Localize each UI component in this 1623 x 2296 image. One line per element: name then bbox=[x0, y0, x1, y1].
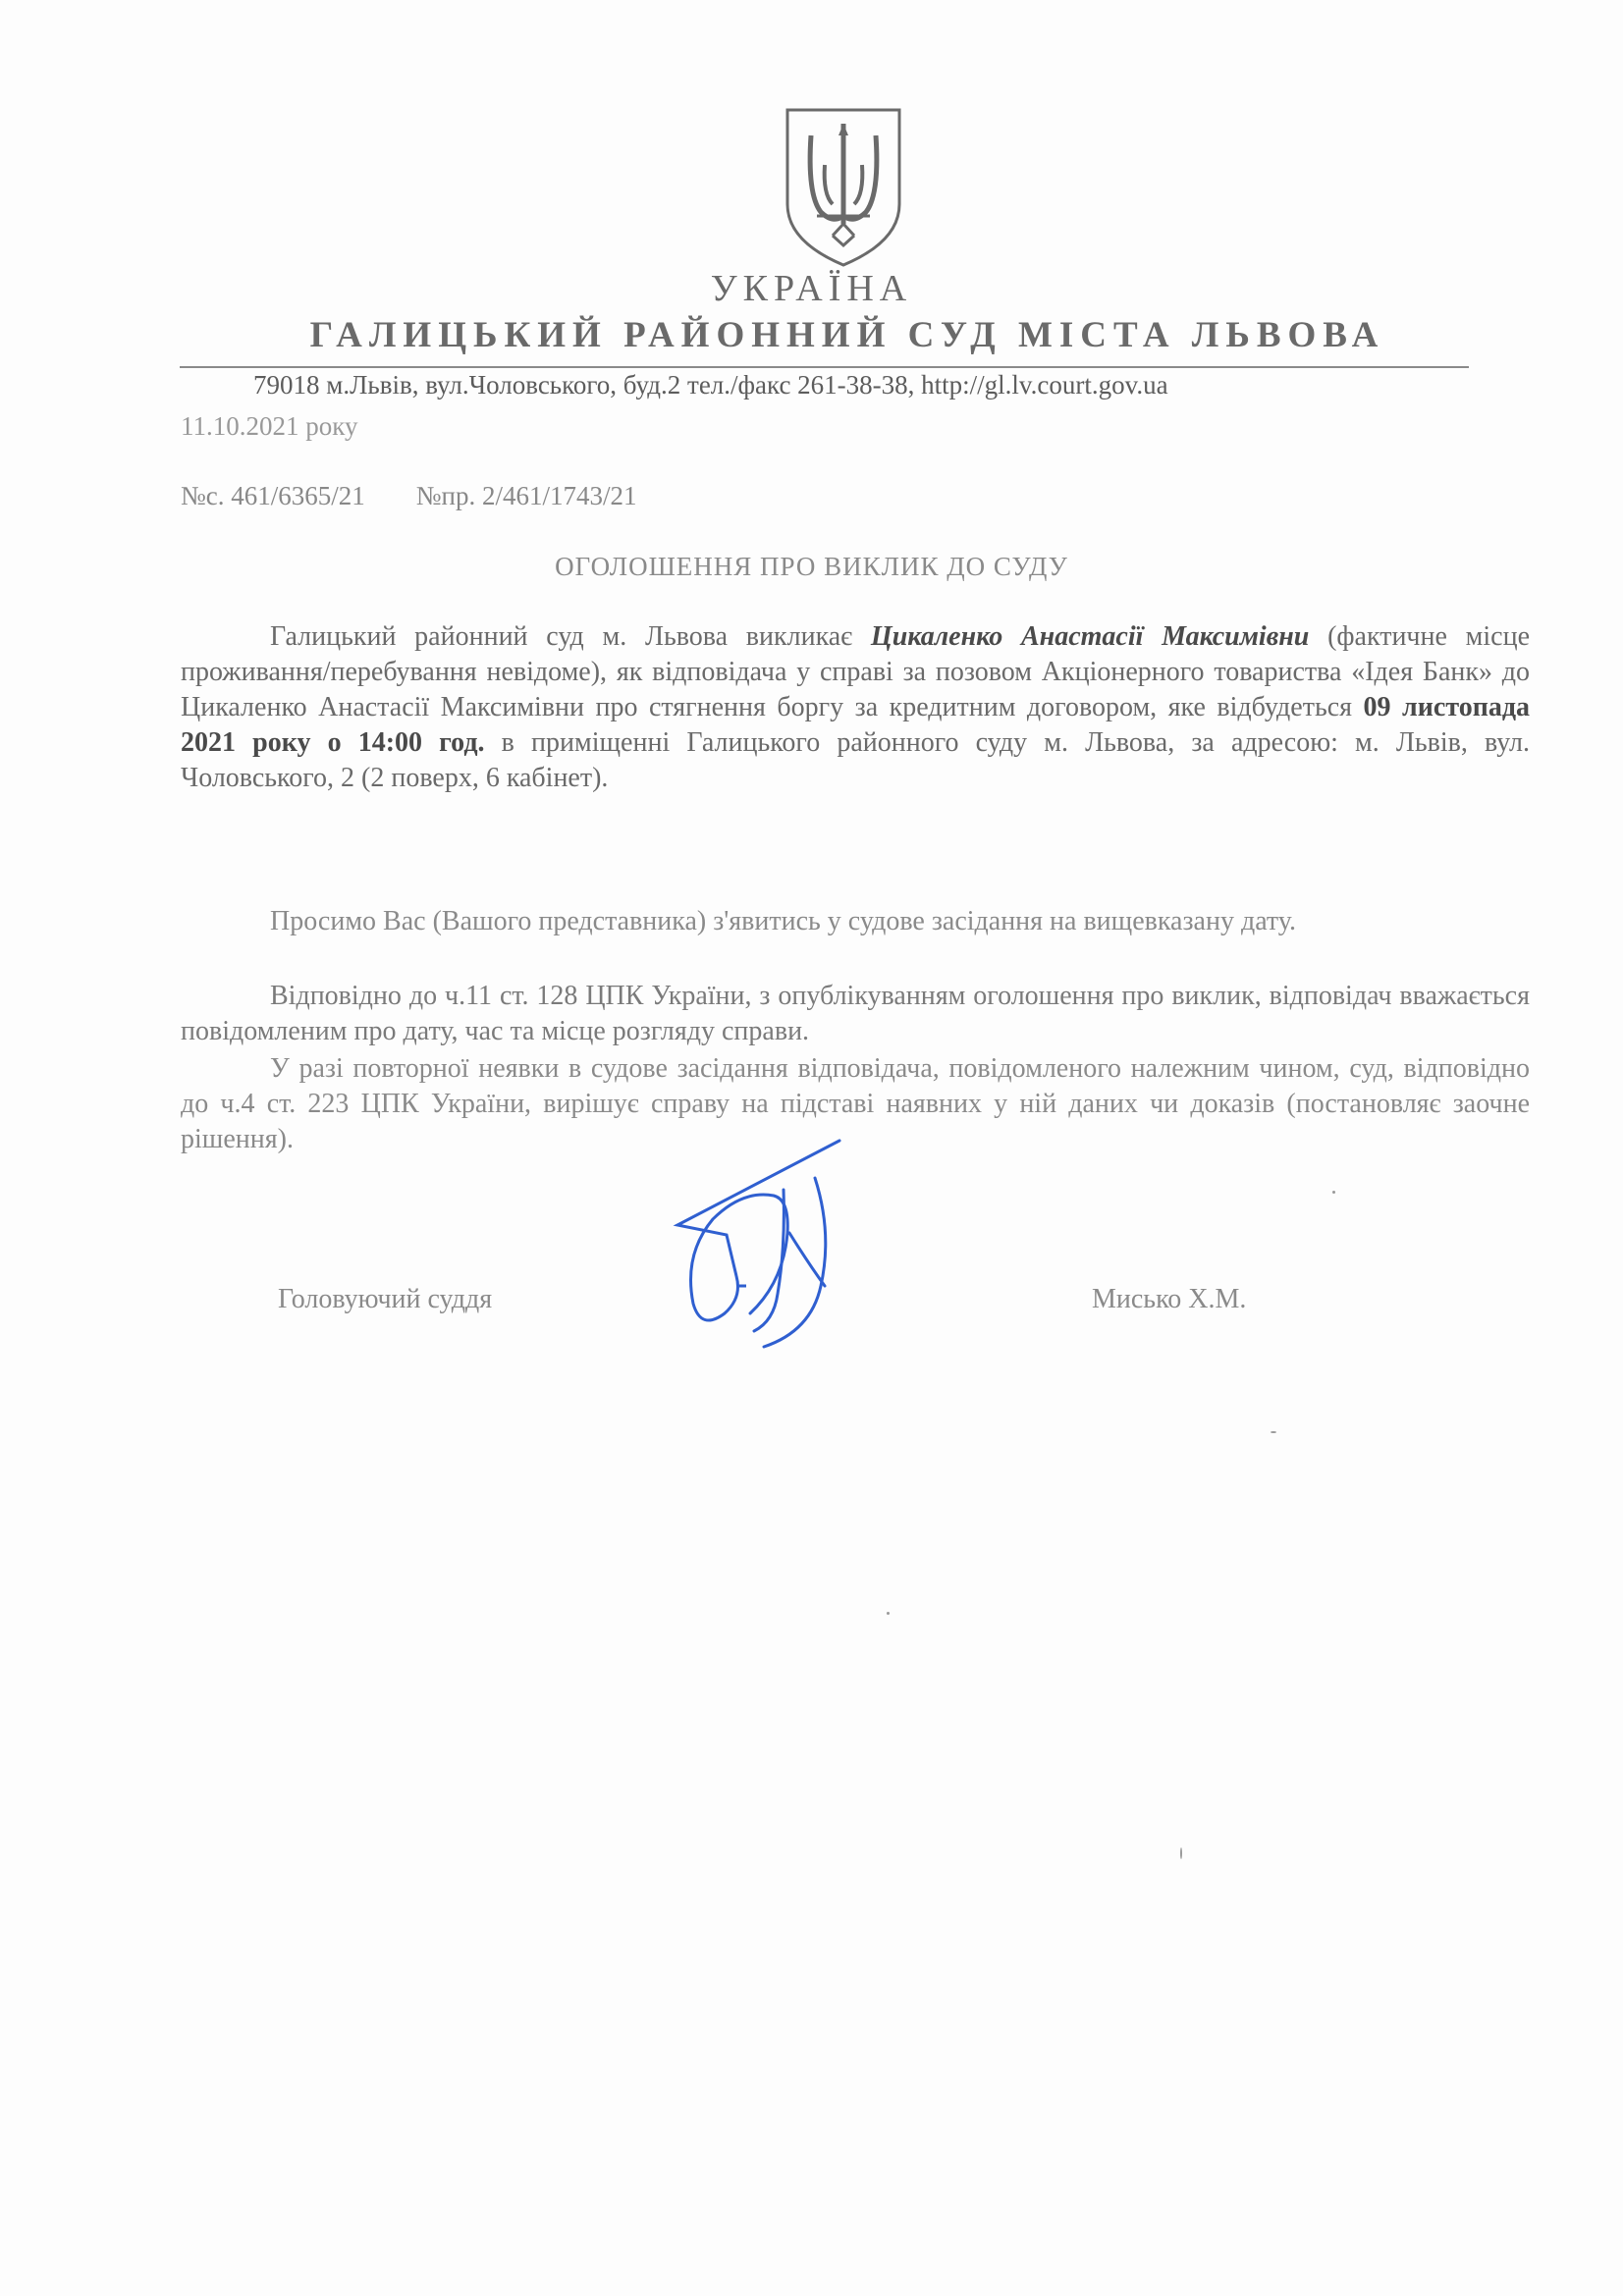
summons-location: в приміщенні Галицького районного суду м. Львова, за адресою: м. Львів, вул. Чоловського, 2 (2 поверх, 6 кабінет). bbox=[181, 727, 1530, 793]
single-case-number: №с. 461/6365/21 bbox=[181, 481, 365, 510]
hearing-datetime: 09 листопада 2021 року о 14:00 год. bbox=[181, 692, 1530, 758]
judge-role: Головуючий суддя bbox=[278, 1284, 493, 1314]
notice-paragraph bbox=[181, 979, 1530, 1049]
case-numbers bbox=[181, 481, 636, 511]
court-address: 79018 м.Львів, вул.Чоловського, буд.2 тел./факс 261-38-38, http://gl.lv.court.gov.ua bbox=[253, 370, 1168, 400]
scan-speck bbox=[1271, 1431, 1276, 1433]
scan-speck bbox=[1180, 1847, 1182, 1859]
defendant-name: Цикаленко Анастасії Максимівни bbox=[870, 621, 1310, 652]
header-divider bbox=[180, 366, 1469, 368]
scan-speck bbox=[887, 1612, 890, 1615]
court-name: ГАЛИЦЬКИЙ РАЙОННИЙ СУД МІСТА ЛЬВОВА bbox=[309, 315, 1385, 355]
summons-middle: (фактичне місце проживання/перебування невідоме), як відповідача у справі за позовом Акціонерного товариства «Ідея Банк» до Цикаленко Анастасії Максимівни про стягнення боргу за кредитним договором, яке відбудеться bbox=[181, 621, 1530, 722]
request-text: Просимо Вас (Вашого представника) з'явитись у судове засідання на вищевказану дату. bbox=[270, 906, 1296, 936]
summons-intro: Галицький районний суд м. Львова викликає bbox=[270, 621, 871, 652]
document-date: 11.10.2021 року bbox=[181, 411, 358, 441]
judge-name: Мисько Х.М. bbox=[1092, 1284, 1247, 1314]
country-heading: УКРАЇНА bbox=[710, 268, 913, 309]
notice-text: Відповідно до ч.11 ст. 128 ЦПК України, з опублікуванням оголошення про виклик, відповідач вважається повідомленим про дату, час та місце розгляду справи. bbox=[181, 981, 1530, 1046]
proceeding-number: №пр. 2/461/1743/21 bbox=[415, 481, 637, 510]
handwritten-signature-icon bbox=[668, 1139, 864, 1355]
default-judgment-text: У разі повторної неявки в судове засідання відповідача, повідомленого належним чином, суд, відповідно до ч.4 ст. 223 ЦПК України, вирішує справу на підставі наявних у ній даних чи доказів (постановляє заочне рішення). bbox=[181, 1053, 1530, 1154]
summons-paragraph bbox=[181, 619, 1530, 796]
trident-coat-of-arms-icon bbox=[782, 106, 905, 269]
request-paragraph bbox=[181, 904, 1530, 939]
scan-speck bbox=[1332, 1191, 1335, 1194]
document-title: ОГОЛОШЕННЯ ПРО ВИКЛИК ДО СУДУ bbox=[555, 552, 1068, 581]
